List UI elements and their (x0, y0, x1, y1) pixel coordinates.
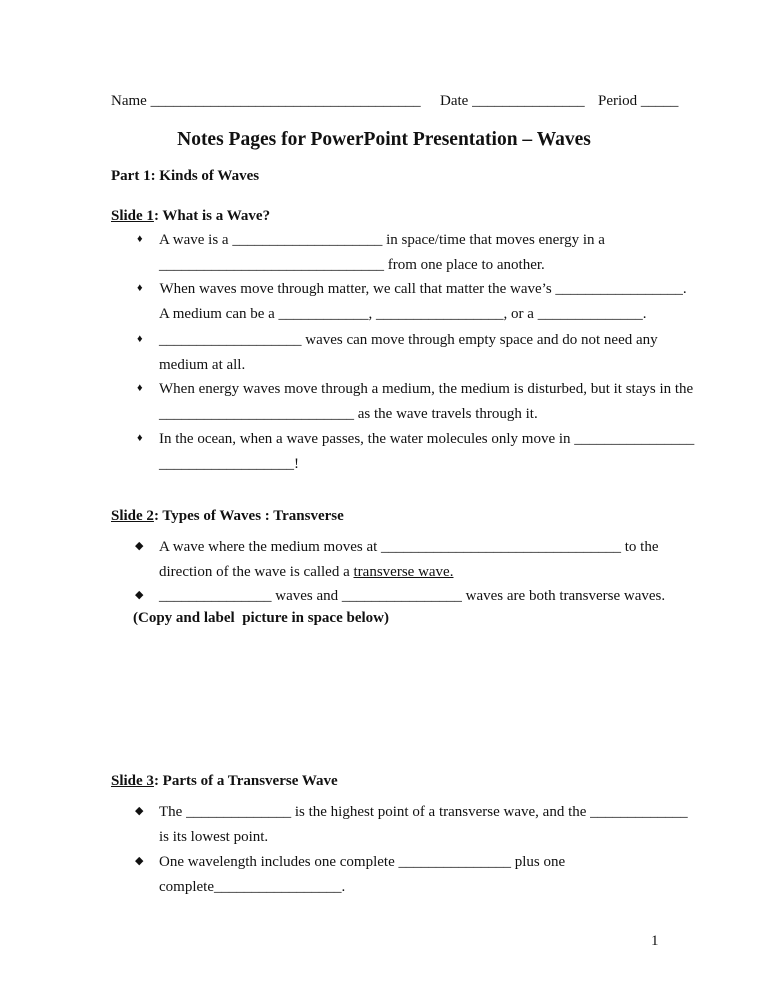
bullet-icon: ♦ (137, 333, 143, 345)
slide3-line: One wavelength includes one complete _______________ plus one (159, 854, 566, 870)
slide3-heading (111, 772, 338, 790)
name-field: Name ____________________________________ (111, 93, 421, 109)
slide1-line: When waves move through matter, we call that matter the wave’s _________________. (156, 281, 687, 297)
slide1-line: A wave is a ____________________ in space/time that moves energy in a (159, 232, 605, 248)
slide1-line: __________________________ as the wave travels through it. (159, 406, 538, 422)
slide1-line: In the ocean, when a wave passes, the water molecules only move in ________________ (159, 431, 695, 447)
slide2-label: Slide 2 (111, 508, 154, 524)
slide1-heading (111, 207, 270, 225)
bullet-icon: ♦ (137, 382, 143, 394)
transverse-wave-term: transverse wave. (353, 564, 454, 580)
bullet-icon: ◆ (135, 805, 144, 817)
page-number: 1 (651, 933, 659, 949)
slide3-label: Slide 3 (111, 773, 154, 789)
slide1-line: When energy waves move through a medium, the medium is disturbed, but it stays in the (159, 381, 694, 397)
slide2-title: : Types of Waves : Transverse (153, 508, 344, 524)
slide2-line: _______________ waves and ________________ waves are both transverse waves. (159, 588, 666, 604)
page-title: Notes Pages for PowerPoint Presentation – Waves (177, 129, 591, 150)
bullet-icon: ♦ (137, 233, 143, 245)
slide2-line (159, 563, 453, 581)
bullet-icon: ◆ (135, 540, 144, 552)
slide2-line: A wave where the medium moves at ________________________________ to the (159, 539, 659, 555)
slide2-line2-text: direction of the wave is called a (159, 564, 354, 580)
slide3-title: : Parts of a Transverse Wave (153, 773, 338, 789)
period-field: Period _____ (598, 93, 679, 109)
slide1-line: medium at all. (159, 357, 246, 373)
slide3-line: complete_________________. (159, 879, 346, 895)
slide2-heading (111, 507, 344, 525)
date-field: Date _______________ (440, 93, 585, 109)
bullet-icon: ◆ (135, 855, 144, 867)
picture-instruction: (Copy and label picture in space below) (133, 610, 389, 626)
bullet-icon: ◆ (135, 589, 144, 601)
slide1-line: ___________________ waves can move through empty space and do not need any (159, 332, 658, 348)
slide3-line: is its lowest point. (159, 829, 269, 845)
slide1-line: A medium can be a ____________, _________________, or a ______________. (159, 306, 647, 322)
bullet-icon: ♦ (137, 282, 143, 294)
slide1-label: Slide 1 (111, 208, 154, 224)
slide1-line: ______________________________ from one place to another. (159, 257, 545, 273)
slide1-line: __________________! (159, 456, 299, 472)
bullet-icon: ♦ (137, 432, 143, 444)
slide3-line: The ______________ is the highest point of a transverse wave, and the _____________ (159, 804, 688, 820)
part1-heading: Part 1: Kinds of Waves (111, 168, 260, 184)
slide1-title: : What is a Wave? (153, 208, 271, 224)
